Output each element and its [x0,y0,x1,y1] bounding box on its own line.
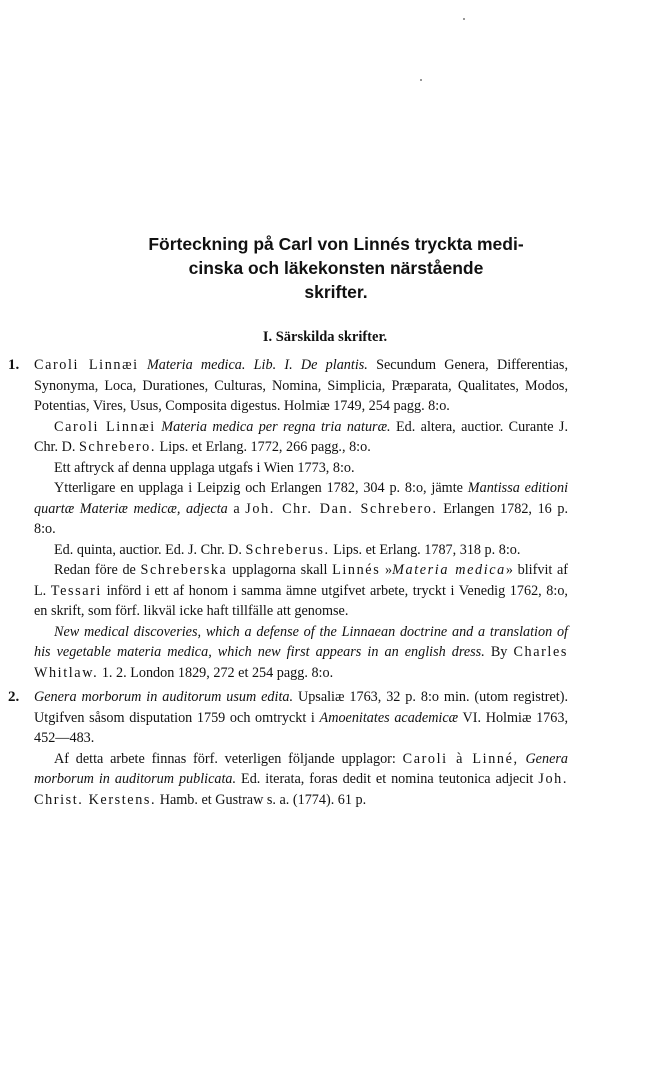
text-segment: VI. Holmiæ 1763, 452—483. [34,709,568,746]
title-line: Förteckning på Carl von Linnés tryckta medi- [148,234,524,254]
text-segment: a [227,500,246,517]
text-segment: Hamb. et Gustraw s. a. (1774). 61 p. [156,791,367,808]
entry-paragraph [34,749,568,811]
text-segment: Genera morborum in auditorum usum edita. [34,689,294,705]
speck-top [463,18,465,20]
entry-paragraph [34,560,568,622]
text-segment: Linnés [332,562,381,578]
text-segment: Genera morborum in auditorum publicata. [34,750,568,787]
entry-paragraph [34,417,568,458]
text-segment: Erlangen 1782, 16 p. 8:o. [34,500,568,537]
text-segment: införd i ett af honom i samma ämne utgifvet arbete, tryckt i Venedig 1762, 8:o, en skrift, som förf. likväl icke haft tillfälle att genomse. [34,582,568,619]
entry-paragraph [34,478,568,540]
entry-paragraph [34,622,568,684]
text-segment: Caroli Linnæi [34,357,139,373]
page-title [0,232,672,304]
text-segment: Mantissa editioni quartæ Materiæ medicæ, adjecta [34,480,569,517]
entry-paragraph [34,687,568,749]
text-segment: Joh. Christ. Kerstens. [34,771,568,808]
text-segment: Lips. et Erlang. 1772, 266 pagg., 8:o. [156,439,371,455]
text-segment: Charles Whitlaw. [34,644,568,681]
entry-paragraph [34,458,568,479]
bibliography-entry [8,687,568,810]
bibliography-entry [8,355,569,683]
text-segment: Schreberus. [245,541,330,558]
title-line: cinska och läkekonsten närstående [188,258,484,278]
text-segment: » [380,562,393,578]
text-segment [139,357,147,373]
text-segment: Tessari [50,582,102,599]
text-segment: Ed. quinta, auctior. Ed. J. Chr. D. [54,541,246,558]
text-segment: 1. 2. London 1829, 272 et 254 pagg. 8:o. [98,664,334,681]
text-segment: Ett aftryck af denna upplaga utgafs i Wien 1773, 8:o. [54,459,355,476]
text-segment: Lips. et Erlang. 1787, 318 p. 8:o. [329,541,521,558]
section-heading: I. Särskilda skrifter. [262,329,388,345]
text-segment: Materia medica per regna tria naturæ. [161,418,391,435]
title-line: skrifter. [304,282,368,302]
text-segment: Caroli à Linné, [402,750,519,767]
text-segment: Ed. iterata, foras dedit et nomina teutonica adjecit [236,771,539,787]
text-segment: Materia medica [392,562,506,578]
text-segment: Upsaliæ 1763, 32 p. 8:o min. (utom registret). Utgifven såsom disputation 1759 och omtryckt i [34,689,568,726]
entry-number: 2. [8,689,20,705]
text-segment: Ed. altera, auctior. Curante J. Chr. D. [34,418,568,455]
text-segment: New medical discoveries, which a defense of the Linnaean doctrine and a translation of his vegetable materia medica, which new first appears in an english dress. [34,623,568,660]
text-segment: upplagorna skall [227,562,333,578]
text-segment: Schrebero. [78,439,156,455]
speck-mid [420,79,422,81]
text-segment: Amoenitates academicæ [319,709,459,726]
text-segment: Schreberska [140,562,228,578]
entry-number: 1. [8,357,20,373]
text-segment: » blifvit af L. [34,562,569,599]
text-segment: Joh. Chr. Dan. Schrebero. [245,500,438,517]
text-segment: Redan före de [54,562,141,578]
text-segment: Secundum Genera, Differentias, Synonyma, Loca, Durationes, Culturas, Nomina, Simplicia, Præparata, Qualitates, Modos, Potentias, Vires, Usus, Composita digestus. Holmiæ 1749, 254 pagg. 8:o. [34,357,568,414]
text-segment: Af detta arbete finnas förf. veterligen följande upplagor: [54,750,403,767]
text-segment: Materia medica. Lib. I. De plantis. [146,357,368,373]
text-segment: Ytterligare en upplaga i Leipzig och Erlangen 1782, 304 p. 8:o, jämte [54,480,468,496]
entry-list [8,355,569,814]
text-segment: By [484,644,514,660]
text-segment: Caroli Linnæi [54,418,156,435]
entry-paragraph [34,540,568,561]
entry-paragraph [34,355,568,417]
